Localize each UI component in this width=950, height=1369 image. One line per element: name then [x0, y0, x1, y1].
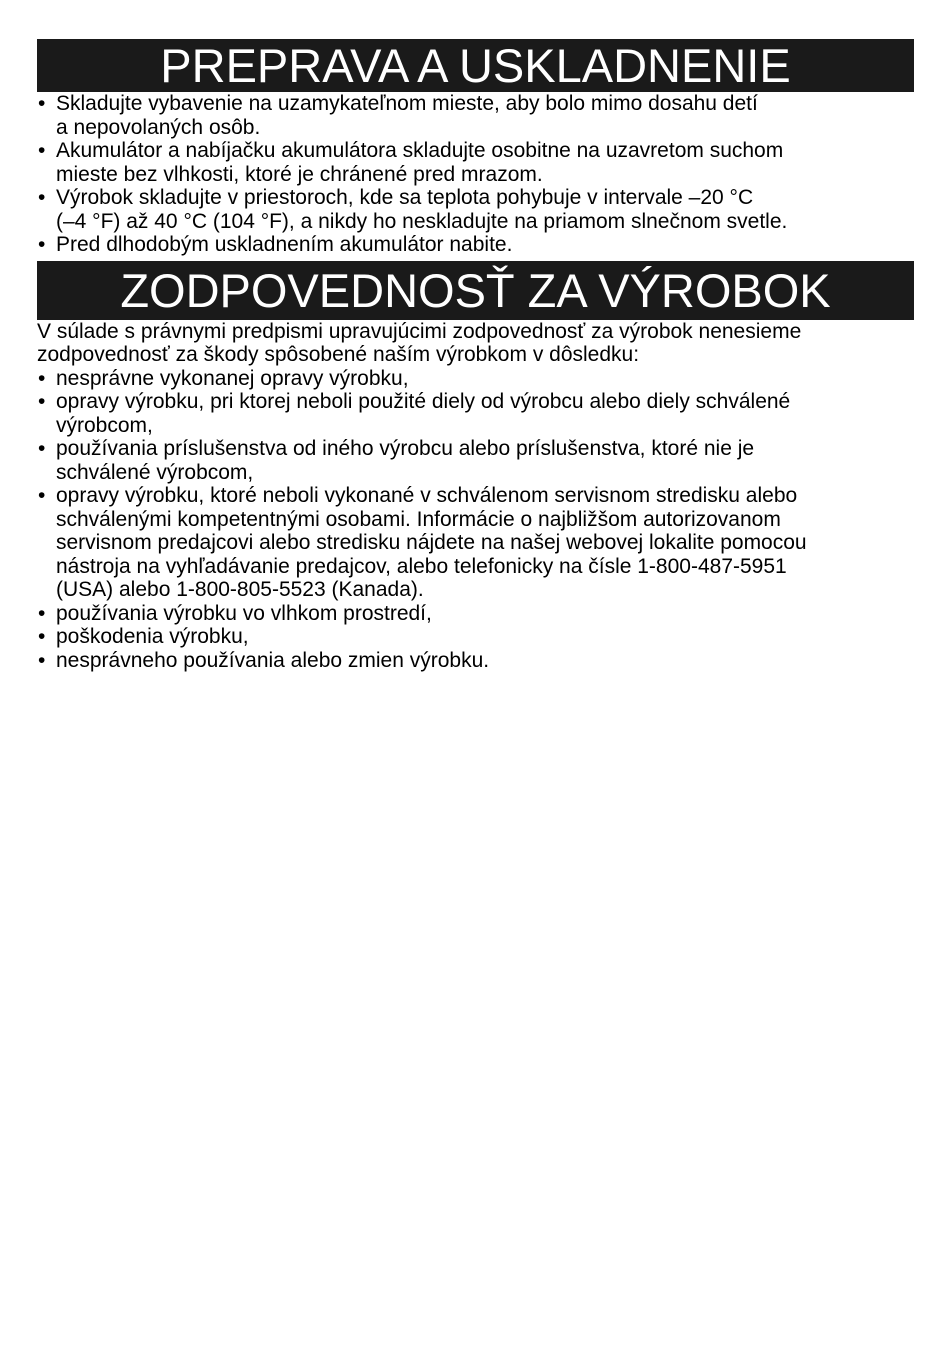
list-item-line: Akumulátor a nabíjačku akumulátora skladujte osobitne na uzavretom suchom: [56, 139, 784, 162]
bullet-icon: •: [38, 601, 46, 625]
list-item-line: mieste bez vlhkosti, ktoré je chránené pred mrazom.: [56, 162, 543, 186]
storage-list: [37, 92, 914, 257]
list-item: [37, 649, 914, 673]
list-item-line: používania príslušenstva od iného výrobcu alebo príslušenstva, ktoré nie je: [56, 437, 755, 460]
list-item-line: nesprávneho používania alebo zmien výrobku.: [56, 648, 490, 672]
list-item: [37, 186, 914, 233]
bullet-icon: •: [38, 437, 46, 460]
list-item-line: používania výrobku vo vlhkom prostredí,: [56, 601, 432, 625]
list-item-line: schválené výrobcom,: [56, 460, 254, 484]
list-item-line: opravy výrobku, pri ktorej neboli použité diely od výrobcu alebo diely schválené: [56, 390, 791, 413]
list-item: [37, 367, 914, 391]
list-item: [37, 233, 914, 257]
list-item-line: servisnom predajcovi alebo stredisku nájdete na našej webovej lokalite pomocou: [56, 531, 807, 554]
bullet-icon: •: [38, 92, 46, 115]
intro-line: zodpovednosť za škody spôsobené naším výrobkom v dôsledku:: [37, 343, 640, 366]
list-item: [37, 484, 914, 602]
list-item-line: poškodenia výrobku,: [56, 625, 249, 648]
bullet-icon: •: [38, 484, 46, 507]
list-item: [37, 625, 914, 649]
list-item-line: výrobcom,: [56, 413, 153, 437]
bullet-icon: •: [38, 233, 46, 256]
list-item: [37, 92, 914, 139]
bullet-icon: •: [38, 390, 46, 413]
list-item-line: a nepovolaných osôb.: [56, 115, 261, 139]
list-item: [37, 390, 914, 437]
storage-section-title: PREPRAVA A USKLADNENIE: [37, 39, 914, 92]
list-item: [37, 602, 914, 626]
intro-line: V súlade s právnymi predpismi upravujúcimi zodpovednosť za výrobok nenesieme: [37, 319, 802, 343]
bullet-icon: •: [38, 139, 46, 162]
list-item-line: nástroja na vyhľadávanie predajcov, alebo telefonicky na čísle 1-800-487-5951: [56, 554, 787, 578]
bullet-icon: •: [38, 186, 46, 209]
bullet-icon: •: [38, 648, 46, 672]
document-page: [37, 39, 914, 672]
bullet-icon: •: [38, 366, 46, 390]
bullet-icon: •: [38, 625, 46, 648]
list-item-line: opravy výrobku, ktoré neboli vykonané v schválenom servisnom stredisku alebo: [56, 484, 798, 507]
list-item-line: (–4 °F) až 40 °C (104 °F), a nikdy ho neskladujte na priamom slnečnom svetle.: [56, 209, 788, 233]
list-item-line: nesprávne vykonanej opravy výrobku,: [56, 366, 409, 390]
list-item-line: Výrobok skladujte v priestoroch, kde sa teplota pohybuje v intervale –20 °C: [56, 186, 754, 209]
list-item-line: (USA) alebo 1-800-805-5523 (Kanada).: [56, 578, 424, 601]
liability-intro: [37, 320, 914, 367]
list-item-line: Pred dlhodobým uskladnením akumulátor nabite.: [56, 233, 513, 256]
list-item: [37, 437, 914, 484]
list-item-line: Skladujte vybavenie na uzamykateľnom mieste, aby bolo mimo dosahu detí: [56, 92, 758, 115]
liability-list: [37, 367, 914, 673]
list-item: [37, 139, 914, 186]
list-item-line: schválenými kompetentnými osobami. Informácie o najbližšom autorizovanom: [56, 507, 781, 531]
liability-section-title: ZODPOVEDNOSŤ ZA VÝROBOK: [37, 261, 914, 320]
